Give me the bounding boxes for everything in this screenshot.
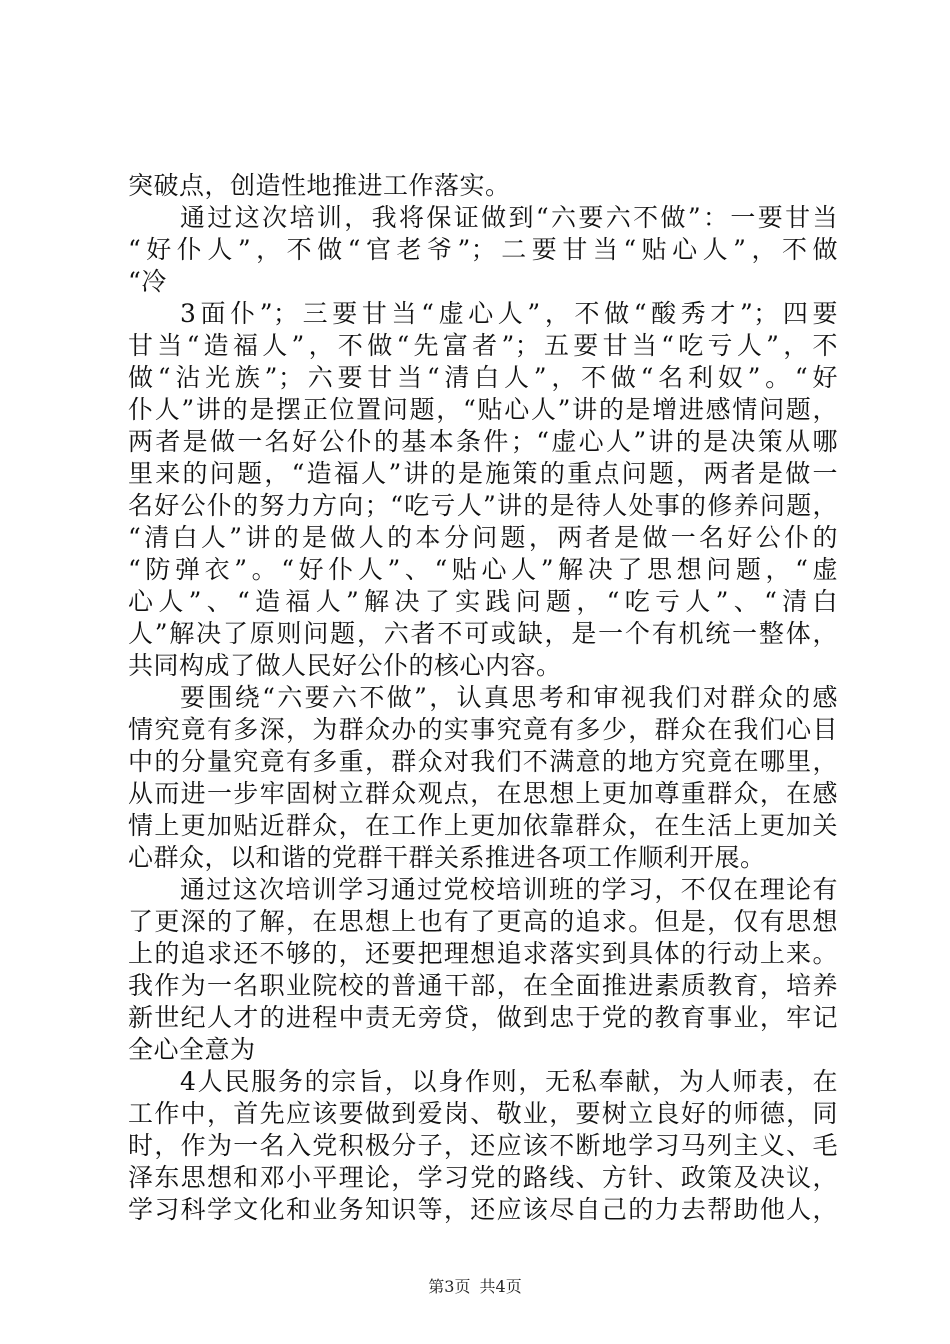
text-line: 我作为一名职业院校的普通干部，在全面推进素质教育，培养	[128, 971, 838, 1000]
text-line: 时，作为一名入党积极分子，还应该不断地学习马列主义、毛	[128, 1131, 838, 1160]
text-line: 通过这次培训学习通过党校培训班的学习，不仅在理论有	[180, 875, 838, 904]
text-line: 两者是做一名好公仆的基本条件；“虚心人”讲的是决策从哪	[128, 427, 838, 456]
text-line: “冷	[128, 267, 167, 296]
text-line: 从而进一步牢固树立群众观点，在思想上更加尊重群众，在感	[128, 779, 838, 808]
text-line: 3面仆”；三要甘当“虚心人”，不做“酸秀才”；四要	[180, 299, 838, 328]
text-line: 心群众，以和谐的党群干群关系推进各项工作顺利开展。	[128, 843, 766, 872]
text-line: “好仆人”，不做“官老爷”；二要甘当“贴心人”，不做	[128, 235, 838, 264]
text-line: 工作中，首先应该要做到爱岗、敬业，要树立良好的师德，同	[128, 1099, 838, 1128]
text-line: 人”解决了原则问题，六者不可或缺，是一个有机统一整体，	[128, 619, 838, 648]
text-line: 突破点，创造性地推进工作落实。	[128, 171, 511, 200]
text-line: 了更深的了解，在思想上也有了更高的追求。但是，仅有思想	[128, 907, 838, 936]
text-line: 学习科学文化和业务知识等，还应该尽自己的力去帮助他人，	[128, 1195, 838, 1224]
text-line: 泽东思想和邓小平理论，学习党的路线、方针、政策及决议，	[128, 1163, 838, 1192]
text-line: 甘当“造福人”，不做“先富者”；五要甘当“吃亏人”，不	[128, 331, 838, 360]
text-line: 仆人”讲的是摆正位置问题，“贴心人”讲的是增进感情问题，	[128, 395, 838, 424]
page-footer	[0, 1276, 950, 1298]
text-line: 情究竟有多深，为群众办的实事究竟有多少，群众在我们心目	[128, 715, 838, 744]
document-body	[128, 170, 838, 1226]
text-line: 情上更加贴近群众，在工作上更加依靠群众，在生活上更加关	[128, 811, 838, 840]
text-line: 全心全意为	[128, 1035, 256, 1064]
page-number: 第3页	[428, 1277, 471, 1296]
text-line: “清白人”讲的是做人的本分问题，两者是做一名好公仆的	[128, 523, 838, 552]
text-line: 中的分量究竟有多重，群众对我们不满意的地方究竟在哪里，	[128, 747, 838, 776]
text-line: 共同构成了做人民好公仆的核心内容。	[128, 651, 562, 680]
text-line: 做“沾光族”；六要甘当“清白人”，不做“名利奴”。“好	[128, 363, 838, 392]
text-line: 要围绕“六要六不做”，认真思考和审视我们对群众的感	[180, 683, 838, 712]
text-line: 心人”、“造福人”解决了实践问题，“吃亏人”、“清白	[128, 587, 838, 616]
text-line: 通过这次培训，我将保证做到“六要六不做”：一要甘当	[180, 203, 838, 232]
text-line: 新世纪人才的进程中责无旁贷，做到忠于党的教育事业，牢记	[128, 1003, 838, 1032]
text-line: 4人民服务的宗旨，以身作则，无私奉献，为人师表，在	[180, 1067, 838, 1096]
text-line: 名好公仆的努力方向；“吃亏人”讲的是待人处事的修养问题，	[128, 491, 838, 520]
text-line: 里来的问题，“造福人”讲的是施策的重点问题，两者是做一	[128, 459, 838, 488]
page-total: 共4页	[479, 1277, 522, 1296]
text-line: 上的追求还不够的，还要把理想追求落实到具体的行动上来。	[128, 939, 838, 968]
text-line: “防弹衣”。“好仆人”、“贴心人”解决了思想问题，“虚	[128, 555, 838, 584]
